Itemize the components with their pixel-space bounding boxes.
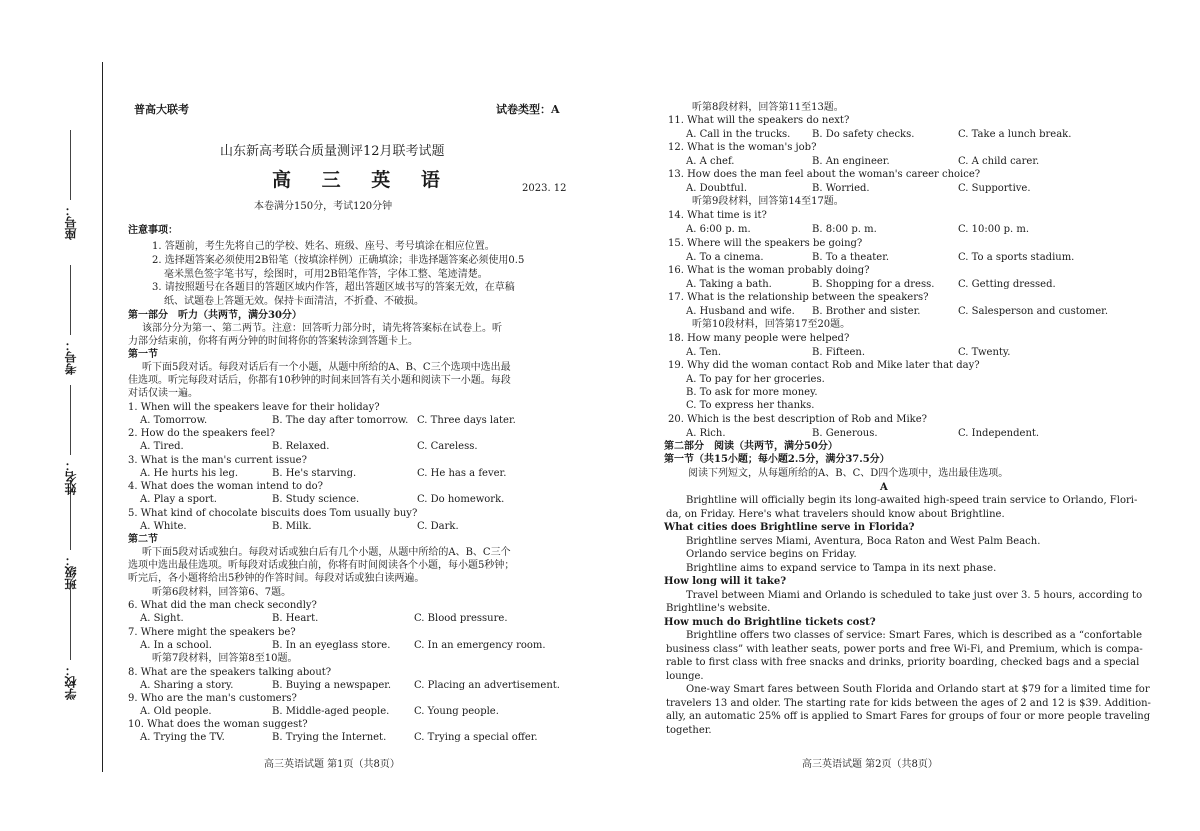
note-line: 1. 答题前，考生先将自己的学校、姓名、班级、座号、考号填涂在相应位置。 bbox=[152, 241, 495, 252]
question-stem: 6. What did the man check secondly? bbox=[128, 600, 317, 611]
option-b: B. Heart. bbox=[272, 613, 319, 624]
passage-heading: How long will it take? bbox=[664, 576, 787, 587]
question-stem: 9. Who are the man's customers? bbox=[128, 693, 297, 704]
passage-line: Travel between Miami and Orlando is scheduled to take just over 3. 5 hours, according to bbox=[686, 590, 1143, 601]
option-c: C. Careless. bbox=[417, 441, 478, 452]
question-options bbox=[122, 467, 552, 480]
notes-title: 注意事项： bbox=[128, 225, 178, 236]
note-line: 3. 请按照题号在各题目的答题区域内作答，超出答题区域书写的答案无效，在草稿 bbox=[152, 282, 515, 293]
option-c: C. Independent. bbox=[958, 428, 1040, 439]
option-a: A. Taking a bath. bbox=[686, 279, 772, 290]
header-left: 普高大联考 bbox=[134, 103, 189, 116]
option-b: B. He's starving. bbox=[272, 468, 357, 479]
part1-intro-line: 力部分结束前，你将有两分钟的时间将你的答案转涂到答题卡上。 bbox=[128, 336, 418, 347]
option-c: C. Getting dressed. bbox=[958, 279, 1056, 290]
question-stem: 8. What are the speakers talking about? bbox=[128, 667, 332, 678]
note-line: 纸、试题卷上答题无效。保持卡面清洁，不折叠、不破损。 bbox=[164, 296, 424, 307]
section2-title: 第二节 bbox=[128, 534, 158, 545]
question-options bbox=[122, 731, 552, 744]
part2-title: 第二部分 阅读（共两节，满分50分） bbox=[664, 441, 838, 452]
question-stem: 7. Where might the speakers be? bbox=[128, 627, 296, 638]
margin-field-name: 姓名： bbox=[55, 385, 85, 495]
question-options bbox=[122, 705, 552, 718]
option-a: A. Rich. bbox=[686, 428, 726, 439]
subject-title: 高 三 英 语 bbox=[272, 169, 452, 191]
option-b: B. Brother and sister. bbox=[812, 306, 921, 317]
option-b: B. Fifteen. bbox=[812, 347, 866, 358]
question-stem: 12. What is the woman's job? bbox=[668, 142, 817, 153]
option-c: C. Dark. bbox=[417, 521, 459, 532]
question-stem: 18. How many people were helped? bbox=[668, 333, 850, 344]
option-b: B. Generous. bbox=[812, 428, 878, 439]
section1-intro-line: 佳选项。听完每段对话后，你都有10秒钟的时间来回答有关小题和阅读下一小题。每段 bbox=[128, 375, 511, 386]
option-c: C. In an emergency room. bbox=[414, 640, 546, 651]
section1-intro-line: 听下面5段对话。每段对话后有一个小题，从题中所给的A、B、C三个选项中选出最 bbox=[142, 362, 511, 373]
question-options bbox=[662, 251, 1102, 264]
question-options bbox=[662, 305, 1109, 318]
margin-field-exam-number: 考号： bbox=[55, 265, 85, 375]
question-stem: 5. What kind of chocolate biscuits does Tom usually buy? bbox=[128, 508, 418, 519]
option-a: A. To pay for her groceries. bbox=[686, 374, 825, 385]
option-a: A. 6:00 p. m. bbox=[686, 224, 751, 235]
page-footer: 高三英语试题 第1页（共8页） bbox=[264, 759, 400, 770]
passage-line: Brightline offers two classes of service: Smart Fares, which is described as a “confortable bbox=[686, 630, 1143, 641]
section2-intro-line: 听下面5段对话或独白。每段对话或独白后有几个小题，从题中所给的A、B、C三个 bbox=[142, 547, 511, 558]
question-stem: 20. Which is the best description of Rob and Mike? bbox=[668, 414, 928, 425]
option-a: A. In a school. bbox=[140, 640, 212, 651]
option-c: C. Salesperson and customer. bbox=[958, 306, 1109, 317]
question-stem: 13. How does the man feel about the woman's career choice? bbox=[668, 169, 981, 180]
question-options bbox=[122, 612, 552, 625]
option-c: C. Supportive. bbox=[958, 183, 1031, 194]
material-instruction: 听第9段材料，回答第14至17题。 bbox=[692, 196, 844, 207]
question-stem: 11. What will the speakers do next? bbox=[668, 115, 850, 126]
margin-field-school: 学校： bbox=[55, 590, 85, 700]
question-options bbox=[122, 493, 552, 506]
option-a: A. Sight. bbox=[140, 613, 184, 624]
question-options bbox=[662, 346, 1102, 359]
option-a: A. Old people. bbox=[140, 706, 212, 717]
margin-field-class: 班级： bbox=[55, 480, 85, 590]
passage-line: da, on Friday. Here's what travelers should know about Brightline. bbox=[666, 509, 1005, 520]
option-b: B. Do safety checks. bbox=[812, 129, 915, 140]
section2-intro-line: 听完后，各小题将给出5秒钟的作答时间。每段对话或独白读两遍。 bbox=[128, 573, 425, 584]
note-line: 2. 选择题答案必须使用2B铅笔（按填涂样例）正确填涂；非选择题答案必须使用0.5 bbox=[152, 255, 525, 266]
option-b: B. 8:00 p. m. bbox=[812, 224, 877, 235]
question-options bbox=[122, 639, 552, 652]
reading-section1-intro: 阅读下列短文，从每题所给的A、B、C、D四个选项中，选出最佳选项。 bbox=[688, 468, 1009, 479]
part1-title: 第一部分 听力（共两节，满分30分） bbox=[128, 310, 302, 321]
material-instruction: 听第8段材料，回答第11至13题。 bbox=[692, 102, 844, 113]
question-options bbox=[122, 440, 552, 453]
part1-intro-line: 该部分分为第一、第二两节。注意：回答听力部分时，请先将答案标在试卷上。听 bbox=[142, 323, 502, 334]
question-stem: 3. What is the man's current issue? bbox=[128, 455, 307, 466]
option-c: C. Young people. bbox=[414, 706, 499, 717]
option-c: C. Do homework. bbox=[417, 494, 505, 505]
option-c: C. He has a fever. bbox=[417, 468, 507, 479]
option-a: A. Doubtful. bbox=[686, 183, 747, 194]
section1-title: 第一节 bbox=[128, 349, 158, 360]
question-stem: 2. How do the speakers feel? bbox=[128, 428, 275, 439]
binding-line bbox=[102, 62, 103, 772]
option-c: C. Placing an advertisement. bbox=[414, 680, 560, 691]
option-c: C. To a sports stadium. bbox=[958, 252, 1075, 263]
question-options bbox=[122, 414, 552, 427]
option-b: B. To ask for more money. bbox=[686, 387, 818, 398]
option-b: B. Milk. bbox=[272, 521, 312, 532]
question-options bbox=[122, 520, 552, 533]
material-instruction: 听第7段材料，回答第8至10题。 bbox=[152, 653, 298, 664]
option-a: A. Trying the TV. bbox=[140, 732, 225, 743]
question-options bbox=[662, 427, 1102, 440]
passage-line: business class” with leather seats, power ports and free Wi-Fi, and Premium, which is compa- bbox=[666, 644, 1143, 655]
option-a: A. Husband and wife. bbox=[686, 306, 795, 317]
passage-line: travelers 13 and older. The starting rate for kids between the ages of 2 and 12 is $39. Addition- bbox=[666, 698, 1151, 709]
option-b: B. Study science. bbox=[272, 494, 360, 505]
question-stem: 19. Why did the woman contact Rob and Mike later that day? bbox=[668, 360, 980, 371]
exam-title: 山东新高考联合质量测评12月联考试题 bbox=[220, 144, 445, 159]
exam-date: 2023. 12 bbox=[522, 183, 567, 194]
passage-line: rable to first class with free snacks and drinks, priority boarding, checked bags and a special bbox=[666, 657, 1140, 668]
question-stem: 16. What is the woman probably doing? bbox=[668, 265, 870, 276]
section1-intro-line: 对话仅读一遍。 bbox=[128, 388, 198, 399]
question-options bbox=[662, 182, 1102, 195]
option-a: A. He hurts his leg. bbox=[140, 468, 239, 479]
option-c: C. A child carer. bbox=[958, 156, 1040, 167]
passage-line: Brightline aims to expand service to Tampa in its next phase. bbox=[686, 563, 997, 574]
option-b: B. Worried. bbox=[812, 183, 870, 194]
option-b: B. Trying the Internet. bbox=[272, 732, 387, 743]
option-a: A. A chef. bbox=[686, 156, 735, 167]
option-b: B. Buying a newspaper. bbox=[272, 680, 392, 691]
binding-margin bbox=[0, 0, 100, 831]
header-right: 试卷类型：A bbox=[496, 103, 560, 116]
option-b: B. Shopping for a dress. bbox=[812, 279, 935, 290]
option-a: A. To a cinema. bbox=[686, 252, 764, 263]
page-footer: 高三英语试题 第2页（共8页） bbox=[802, 759, 938, 770]
option-a: A. Sharing a story. bbox=[140, 680, 234, 691]
passage-line: together. bbox=[666, 725, 712, 736]
material-instruction: 听第10段材料，回答第17至20题。 bbox=[692, 319, 851, 330]
option-b: B. The day after tomorrow. bbox=[272, 415, 409, 426]
passage-line: Brightline's website. bbox=[666, 603, 771, 614]
passage-line: Brightline will officially begin its long-awaited high-speed train service to Orlando, Flori- bbox=[686, 495, 1138, 506]
option-c: C. 10:00 p. m. bbox=[958, 224, 1030, 235]
reading-section1-title: 第一节（共15小题；每小题2.5分，满分37.5分） bbox=[664, 454, 890, 465]
option-b: B. Middle-aged people. bbox=[272, 706, 390, 717]
question-stem: 14. What time is it? bbox=[668, 210, 767, 221]
option-a: A. Ten. bbox=[686, 347, 722, 358]
option-b: B. An engineer. bbox=[812, 156, 890, 167]
question-stem: 1. When will the speakers leave for their holiday? bbox=[128, 402, 380, 413]
score-info: 本卷满分150分，考试120分钟 bbox=[254, 201, 393, 212]
option-b: B. In an eyeglass store. bbox=[272, 640, 391, 651]
passage-label: A bbox=[880, 482, 888, 493]
option-a: A. Call in the trucks. bbox=[686, 129, 791, 140]
option-c: C. To express her thanks. bbox=[686, 400, 815, 411]
question-options bbox=[662, 278, 1102, 291]
question-options bbox=[662, 223, 1102, 236]
option-a: A. Play a sport. bbox=[140, 494, 217, 505]
option-c: C. Blood pressure. bbox=[414, 613, 508, 624]
option-c: C. Three days later. bbox=[417, 415, 516, 426]
passage-heading: What cities does Brightline serve in Florida? bbox=[664, 522, 915, 533]
question-stem: 4. What does the woman intend to do? bbox=[128, 481, 324, 492]
passage-line: lounge. bbox=[666, 671, 704, 682]
passage-heading: How much do Brightline tickets cost? bbox=[664, 617, 876, 628]
question-stem: 15. Where will the speakers be going? bbox=[668, 238, 863, 249]
option-a: A. Tomorrow. bbox=[140, 415, 208, 426]
passage-line: Brightline serves Miami, Aventura, Boca Raton and West Palm Beach. bbox=[686, 536, 1041, 547]
passage-line: One-way Smart fares between South Florida and Orlando start at $79 for a limited time for bbox=[686, 684, 1150, 695]
question-stem: 17. What is the relationship between the speakers? bbox=[668, 292, 929, 303]
question-options bbox=[122, 679, 560, 692]
passage-line: Orlando service begins on Friday. bbox=[686, 549, 857, 560]
option-c: C. Take a lunch break. bbox=[958, 129, 1072, 140]
option-b: B. Relaxed. bbox=[272, 441, 330, 452]
option-a: A. Tired. bbox=[140, 441, 184, 452]
note-line: 毫米黑色签字笔书写，绘图时，可用2B铅笔作答，字体工整、笔迹清楚。 bbox=[164, 269, 488, 280]
margin-field-seat-number: 座号： bbox=[55, 130, 85, 240]
question-options bbox=[662, 155, 1102, 168]
question-stem: 10. What does the woman suggest? bbox=[128, 719, 308, 730]
passage-line: ally, an automatic 25% off is applied to Smart Fares for groups of four or more people traveling bbox=[666, 711, 1151, 722]
option-c: C. Trying a special offer. bbox=[414, 732, 538, 743]
question-options bbox=[662, 128, 1102, 141]
option-a: A. White. bbox=[140, 521, 187, 532]
option-b: B. To a theater. bbox=[812, 252, 890, 263]
material-instruction: 听第6段材料，回答第6、7题。 bbox=[152, 587, 292, 598]
section2-intro-line: 选项中选出最佳选项。听每段对话或独白前，你将有时间阅读各个小题，每小题5秒钟； bbox=[128, 560, 515, 571]
option-c: C. Twenty. bbox=[958, 347, 1011, 358]
